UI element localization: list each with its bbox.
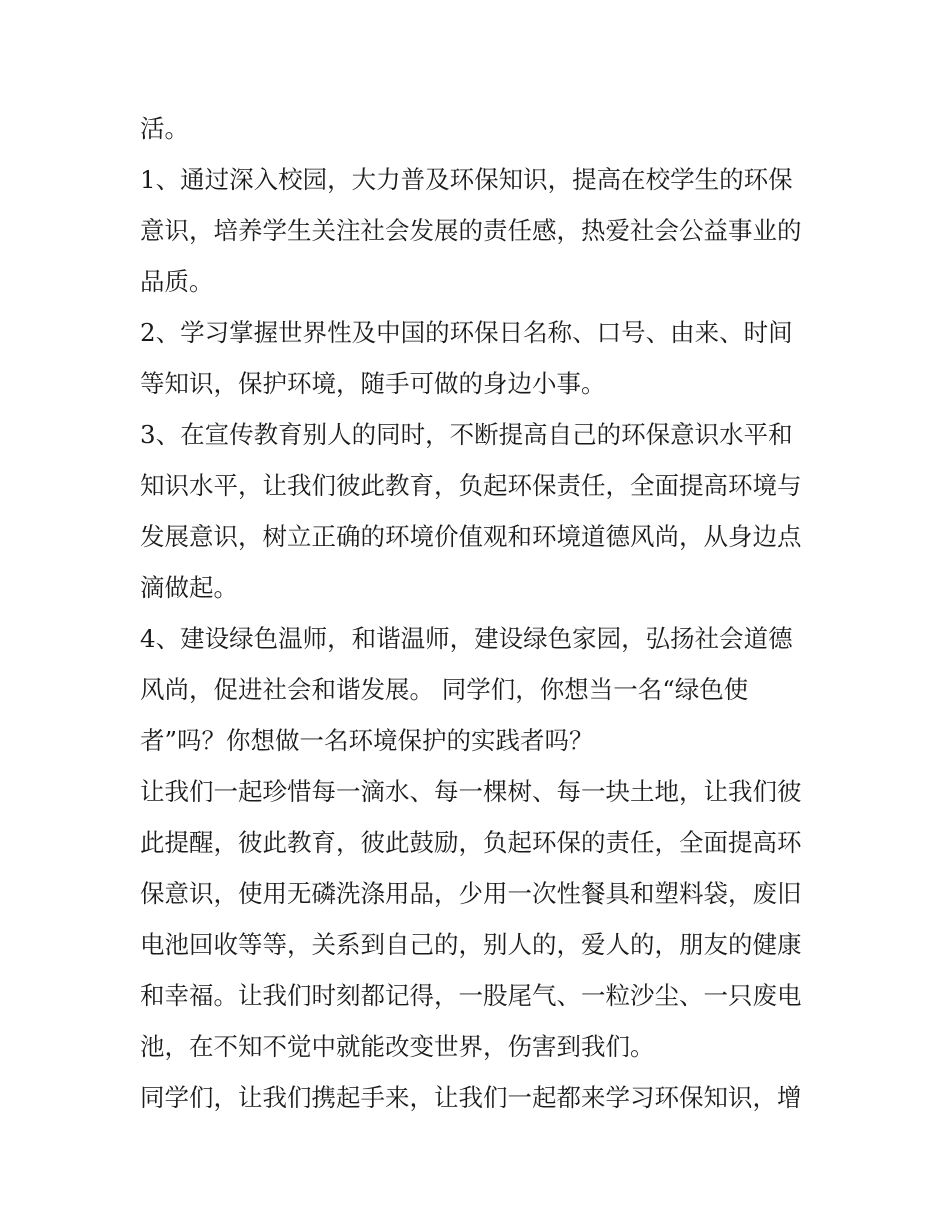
text-line: 品质。 [140,267,214,296]
text-line: 者”吗？你想做一名环境保护的实践者吗？ [140,726,594,755]
text-line: 发展意识，树立正确的环境价值观和环境道德风尚，从身边点 [140,522,802,551]
text-line: 2、学习掌握世界性及中国的环保日名称、口号、由来、时间 [140,318,793,347]
text-line: 等知识，保护环境，随手可做的身边小事。 [140,369,606,398]
text-line: 意识，培养学生关注社会发展的责任感，热爱社会公益事业的 [140,216,802,245]
text-line: 让我们一起珍惜每一滴水、每一棵树、每一块土地，让我们彼 [140,777,802,806]
text-line: 4、建设绿色温师，和谐温师，建设绿色家园，弘扬社会道德 [140,624,793,653]
text-line: 滴做起。 [140,573,238,602]
text-line: 电池回收等等，关系到自己的，别人的，爱人的，朋友的健康 [140,930,802,959]
text-line: 活。 [140,114,189,143]
text-line: 3、在宣传教育别人的同时，不断提高自己的环保意识水平和 [140,420,793,449]
text-line: 此提醒，彼此教育，彼此鼓励，负起环保的责任，全面提高环 [140,828,802,857]
text-line: 保意识，使用无磷洗涤用品，少用一次性餐具和塑料袋，废旧 [140,879,802,908]
text-line: 风尚，促进社会和谐发展。 同学们，你想当一名“绿色使 [140,675,749,704]
document-page [140,103,820,1123]
text-line: 和幸福。让我们时刻都记得，一股尾气、一粒沙尘、一只废电 [140,981,802,1010]
text-line: 1、通过深入校园，大力普及环保知识，提高在校学生的环保 [140,165,793,194]
text-line: 同学们，让我们携起手来，让我们一起都来学习环保知识，增 [140,1083,802,1112]
text-line: 池，在不知不觉中就能改变世界，伤害到我们。 [140,1032,655,1061]
text-line: 知识水平，让我们彼此教育，负起环保责任，全面提高环境与 [140,471,802,500]
